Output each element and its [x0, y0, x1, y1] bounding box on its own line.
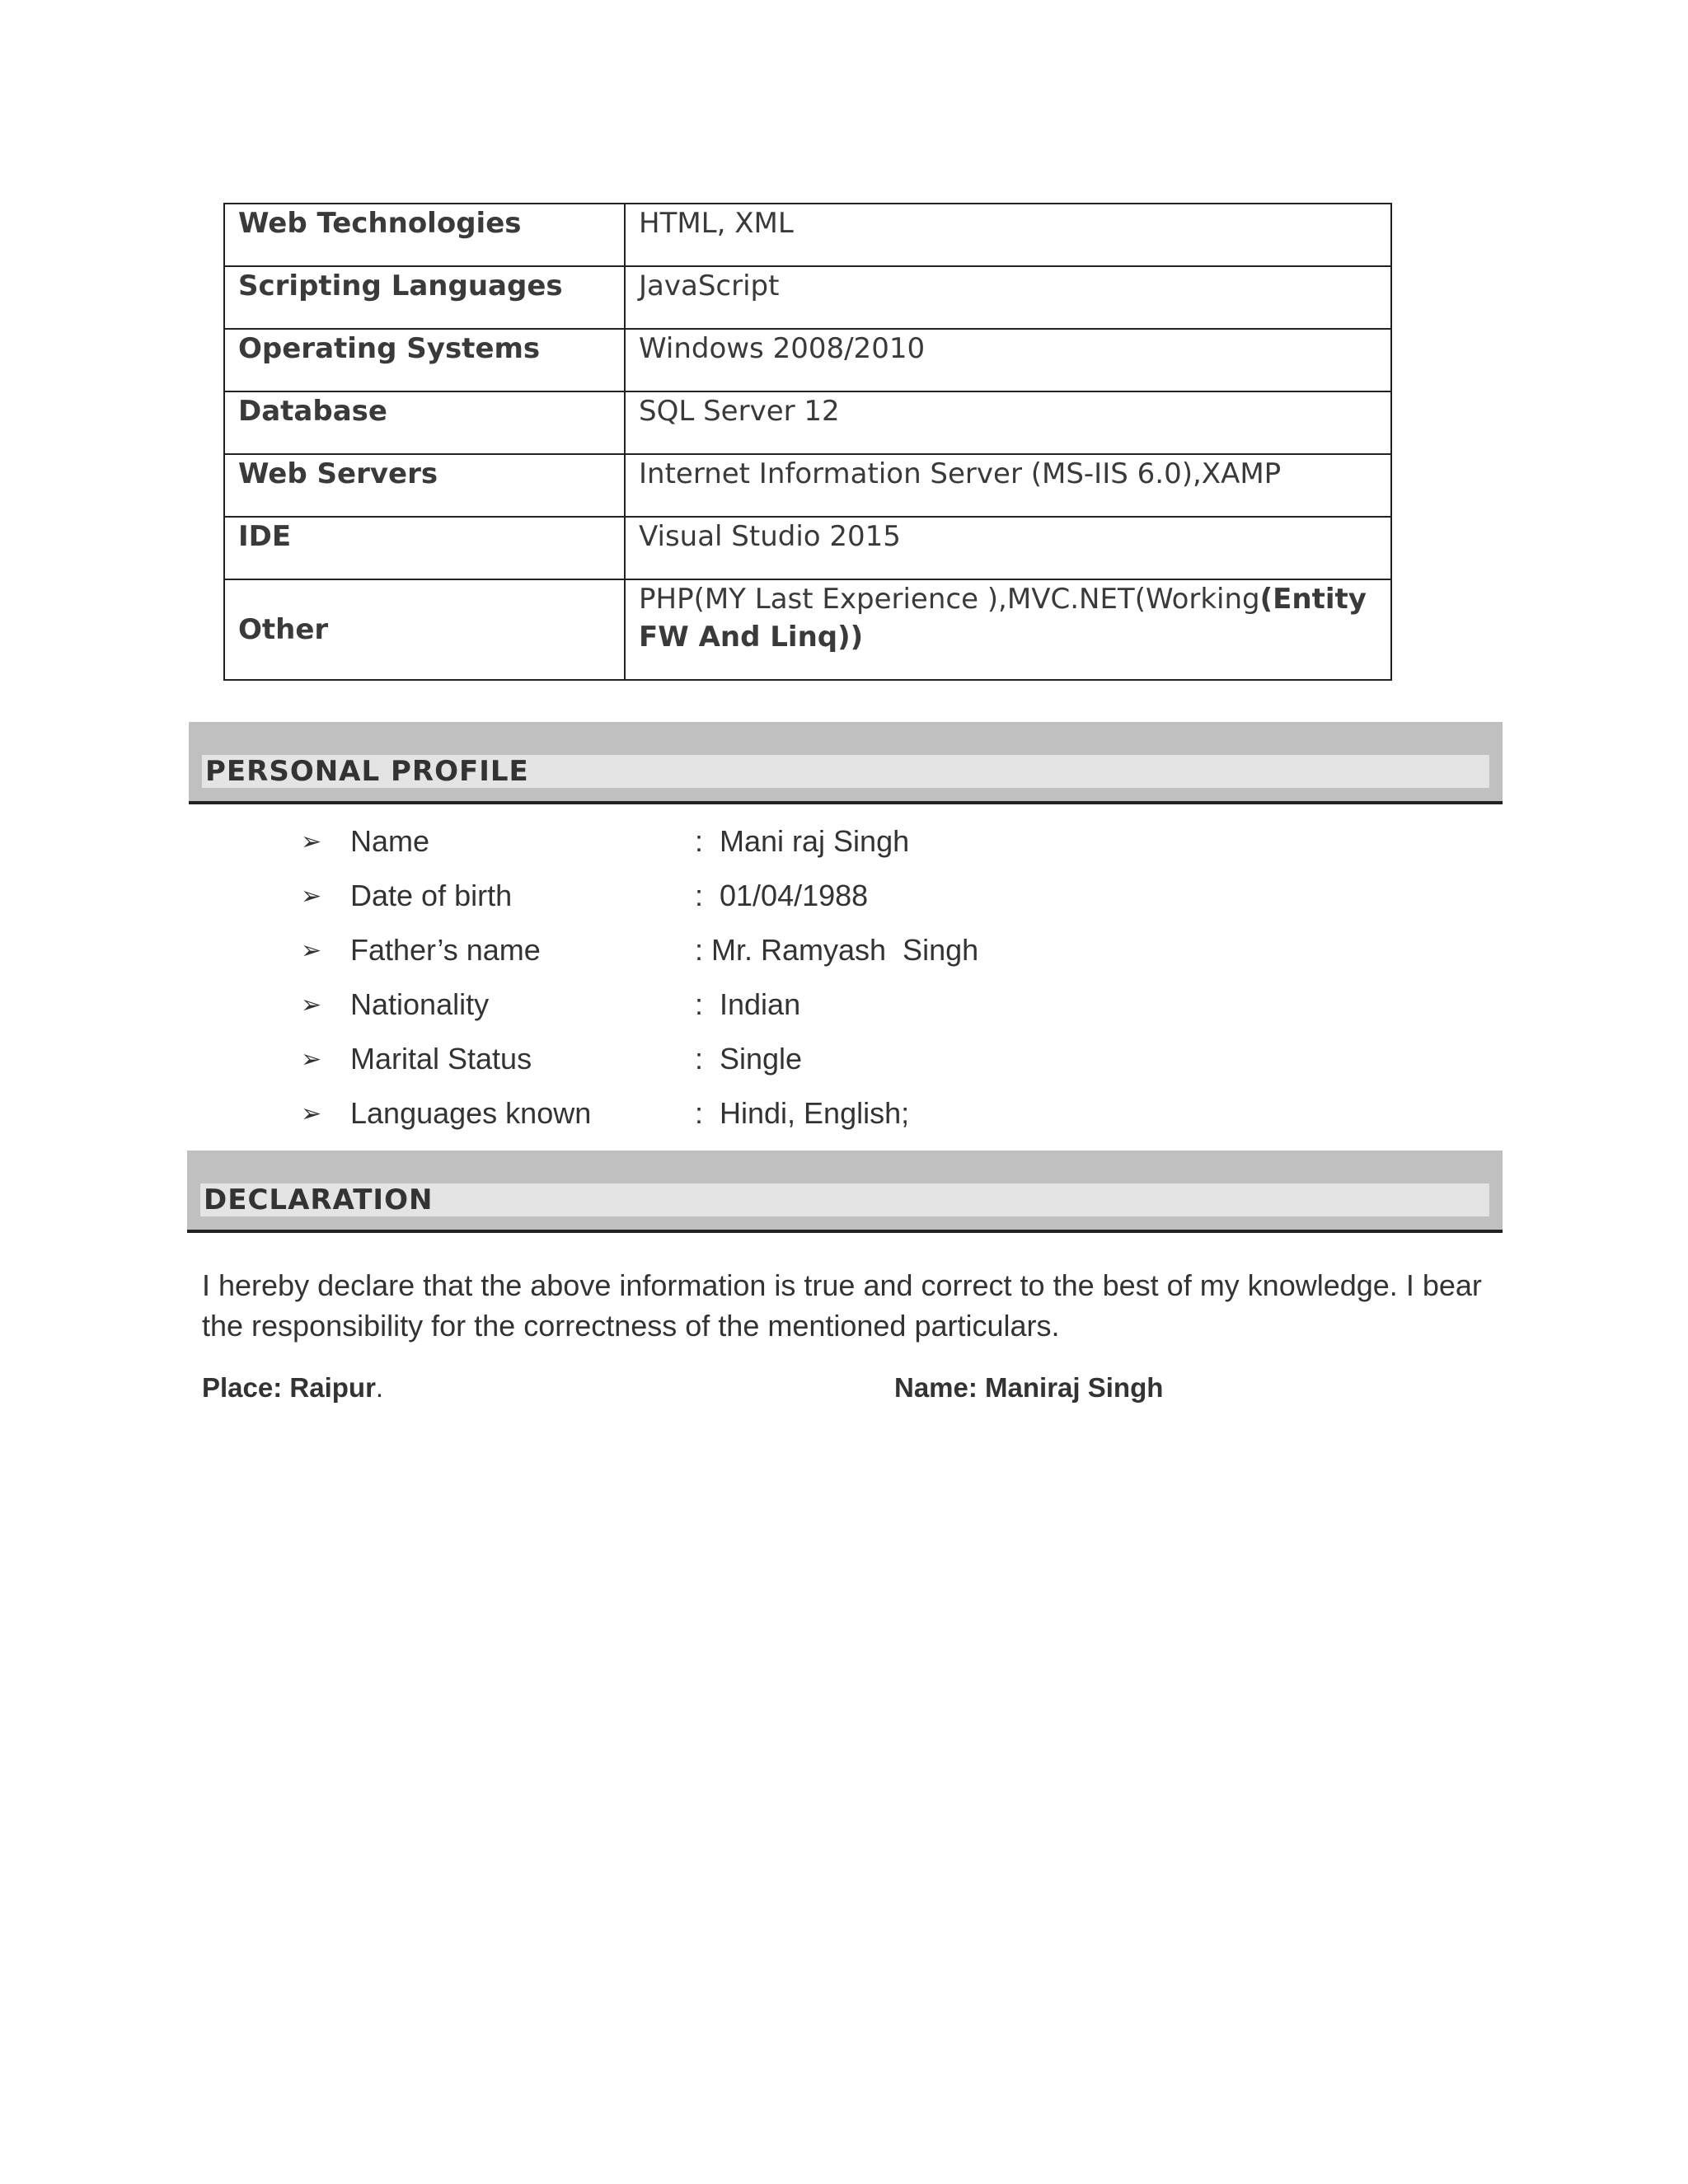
- arrow-bullet-icon: ➢: [301, 827, 322, 856]
- profile-label: Marital Status: [350, 1042, 532, 1076]
- section-title: DECLARATION: [204, 1183, 434, 1216]
- place-label: Place: Raipur: [202, 1372, 376, 1403]
- skills-row: [224, 204, 1391, 266]
- list-item: [301, 933, 1125, 987]
- skill-label: Database: [224, 391, 625, 454]
- personal-profile-list: [301, 824, 1125, 1151]
- profile-label: Father’s name: [350, 933, 541, 967]
- skill-value: JavaScript: [625, 266, 1391, 329]
- list-item: [301, 1096, 1125, 1151]
- skill-value: Windows 2008/2010: [625, 329, 1391, 391]
- skill-value: Visual Studio 2015: [625, 517, 1391, 579]
- arrow-bullet-icon: ➢: [301, 991, 322, 1019]
- profile-value: : Indian: [695, 987, 801, 1021]
- personal-profile-header: [189, 722, 1503, 804]
- skill-value: HTML, XML: [625, 204, 1391, 266]
- skills-table: [223, 203, 1392, 681]
- skill-label: Operating Systems: [224, 329, 625, 391]
- skills-row: [224, 266, 1391, 329]
- skills-row: [224, 454, 1391, 517]
- declaration-text: I hereby declare that the above information is true and correct to the best of my knowledge. I bear the responsibility for the correctness of the mentioned particulars.: [202, 1268, 1482, 1343]
- profile-label: Languages known: [350, 1096, 592, 1130]
- skill-value-plain: PHP(MY Last Experience ),MVC.NET(Working: [639, 583, 1260, 616]
- skills-row: [224, 517, 1391, 579]
- section-title: PERSONAL PROFILE: [205, 755, 529, 788]
- arrow-bullet-icon: ➢: [301, 936, 322, 965]
- profile-label: Date of birth: [350, 879, 513, 912]
- profile-value: : 01/04/1988: [695, 879, 869, 912]
- skills-row: [224, 579, 1391, 680]
- skill-label: Scripting Languages: [224, 266, 625, 329]
- declaration-header: [187, 1151, 1503, 1233]
- skill-value: [625, 579, 1391, 680]
- profile-value: : Single: [695, 1042, 803, 1076]
- arrow-bullet-icon: ➢: [301, 1099, 322, 1128]
- skill-label: Web Servers: [224, 454, 625, 517]
- skills-row: [224, 329, 1391, 391]
- profile-value: : Hindi, English;: [695, 1096, 910, 1130]
- arrow-bullet-icon: ➢: [301, 882, 322, 911]
- skill-label: Other: [224, 579, 625, 680]
- place-line: [202, 1372, 383, 1404]
- list-item: [301, 1042, 1125, 1096]
- skill-value-bold: (Entity FW And Linq)): [639, 583, 1367, 654]
- profile-label: Nationality: [350, 987, 490, 1021]
- profile-label: Name: [350, 824, 430, 858]
- profile-value: : Mr. Ramyash Singh: [695, 933, 979, 967]
- signature-name: Name: Maniraj Singh: [894, 1372, 1164, 1403]
- list-item: [301, 824, 1125, 879]
- skill-value: Internet Information Server (MS-IIS 6.0),XAMP: [625, 454, 1391, 517]
- skills-row: [224, 391, 1391, 454]
- skill-value: SQL Server 12: [625, 391, 1391, 454]
- place-suffix: .: [375, 1372, 384, 1403]
- skill-label: IDE: [224, 517, 625, 579]
- list-item: [301, 987, 1125, 1042]
- profile-value: : Mani raj Singh: [695, 824, 910, 858]
- arrow-bullet-icon: ➢: [301, 1045, 322, 1074]
- list-item: [301, 879, 1125, 933]
- skill-label: Web Technologies: [224, 204, 625, 266]
